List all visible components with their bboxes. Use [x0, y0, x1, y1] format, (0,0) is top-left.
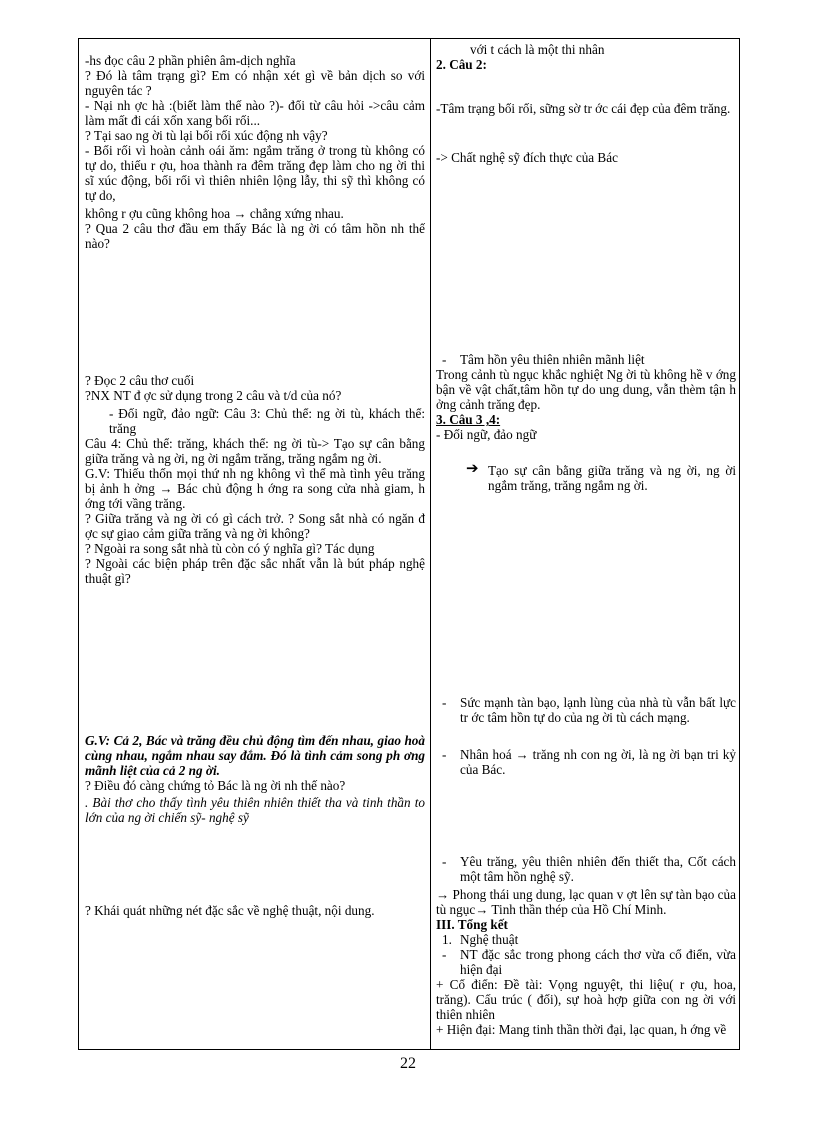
left-text: ? Ngoài ra song sắt nhà tù còn có ý nghĩa gì? Tác dụng: [85, 541, 375, 556]
left-text: ? Đọc 2 câu thơ cuối: [85, 373, 195, 388]
right-text: Tạo sự cân bằng giữa trăng và ng ời, ng ời ngắm trăng, trăng ngắm ng ời.: [488, 463, 736, 493]
right-text: -Tâm trạng bối rối, sững sờ tr ớc cái đẹp của đêm trăng.: [436, 101, 731, 116]
right-text: - Tâm hồn yêu thiên nhiên mãnh liệt: [436, 352, 736, 367]
left-column: [85, 39, 425, 1049]
right-block-6: [436, 695, 736, 725]
right-text: Trong cảnh tù ngục khắc nghiệt Ng ời tù không hề v ớng bận về vật chất,tâm hồn tự do ung dung, vẫn thèm tận h ởng cảnh trăng đẹp.: [436, 367, 736, 412]
left-text: ? Điều đó càng chứng tỏ Bác là ng ời nh thế nào?: [85, 778, 346, 793]
right-text: - Sức mạnh tàn bạo, lạnh lùng của nhà tù vẫn bất lực tr ớc tâm hồn tự do của ng ời tù cách mạng.: [436, 695, 736, 725]
arrow-icon: ➔: [466, 461, 479, 477]
left-text: - Nại nh ợc hà :(biết làm thế nào ?)- đối từ câu hỏi ->câu cảm làm mất đi cái xốn xang bối rối...: [85, 98, 425, 128]
right-block-1: [436, 42, 736, 72]
left-text: ? Đó là tâm trạng gì? Em có nhận xét gì về bản dịch so với nguyên tác ?: [85, 68, 425, 98]
right-text: + Hiện đại: Mang tinh thần thời đại, lạc quan, h ớng về: [436, 1022, 727, 1037]
left-text: G.V: Thiếu thốn mọi thứ nh ng không vì thế mà tình yêu trăng bị ảnh h ởng → Bác chủ động h ớng ra song cửa nhà giam, h ớng tới vầng trăng.: [85, 466, 425, 511]
right-text: với t cách là một thi nhân: [470, 42, 605, 57]
section-heading: 2. Câu 2:: [436, 57, 487, 72]
left-block-3: [85, 733, 425, 825]
left-text: ?NX NT đ ợc sử dụng trong 2 câu và t/d của nó?: [85, 388, 342, 403]
right-column: [436, 39, 736, 1049]
right-text: - Nhân hoá → trăng nh con ng ời, là ng ời bạn tri kỷ của Bác.: [436, 747, 736, 777]
left-text: ? Khái quát những nét đặc sắc về nghệ thuật, nội dung.: [85, 903, 375, 918]
right-text: - NT đặc sắc trong phong cách thơ vừa cổ điển, vừa hiện đại: [436, 947, 736, 977]
arrow-item: [436, 463, 736, 493]
left-block-1: [85, 53, 425, 251]
item-number: 1.: [442, 932, 452, 947]
right-text: + Cổ điển: Đề tài: Vọng nguyệt, thi liệu( r ợu, hoa, trăng). Cấu trúc ( đối), sự hoà hợp giữa con ng ời với thiên nhiên: [436, 977, 736, 1022]
left-text: - Đối ngữ, đảo ngữ: Câu 3: Chủ thể: ng ời tù, khách thể: trăng: [109, 406, 425, 436]
left-italic-text: . Bài thơ cho thấy tình yêu thiên nhiên thiết tha và tinh thần to lớn của ng ời chiến sỹ- nghệ sỹ: [85, 795, 425, 825]
left-block-4: [85, 903, 425, 918]
teacher-note: G.V: Cả 2, Bác và trăng đều chủ động tìm đến nhau, giao hoà cùng nhau, ngắm nhau say đắm. Đó là tình cảm song ph ơng mãnh liệt của cả 2 ng ời.: [85, 733, 425, 778]
lesson-table: [78, 38, 740, 1050]
section-heading: III. Tổng kết: [436, 917, 508, 932]
section-heading: 3. Câu 3 ,4:: [436, 412, 501, 427]
left-text: ? Ngoài các biện pháp trên đặc sắc nhất vẫn là bút pháp nghệ thuật gì?: [85, 556, 425, 586]
left-text: -hs đọc câu 2 phần phiên âm-dịch nghĩa: [85, 53, 296, 68]
numbered-item: [436, 932, 736, 947]
right-block-3: [436, 150, 736, 165]
left-text: - Bối rối vì hoàn cảnh oái ăm: ngắm trăng ở trong tù không có tự do, thiếu r ợu, hoa thành ra đêm trăng đẹp làm cho ng ời thi sĩ xúc động, bối rối vì thiên nhiên lộng lẫy, thi sỹ thì không có tự do,: [85, 143, 425, 203]
right-block-2: [436, 101, 736, 116]
right-block-7: [436, 747, 736, 777]
page-number: 22: [400, 1055, 416, 1072]
right-text: - Đối ngữ, đảo ngữ: [436, 427, 537, 442]
left-text: ? Tại sao ng ời tù lại bối rối xúc động nh vậy?: [85, 128, 328, 143]
left-text: ? Qua 2 câu thơ đầu em thấy Bác là ng ời có tâm hồn nh thế nào?: [85, 221, 425, 251]
left-block-2: [85, 373, 425, 586]
left-text: Câu 4: Chủ thể: trăng, khách thể: ng ời tù-> Tạo sự cân bằng giữa trăng và ng ời, ng ời ngắm trăng, trăng ngắm ng ời.: [85, 436, 425, 466]
right-block-4: [436, 352, 736, 442]
column-divider: [430, 39, 431, 1049]
left-text: không r ợu cũng không hoa → chẳng xứng nhau.: [85, 206, 344, 221]
right-block-5: [436, 463, 736, 493]
right-text: -> Chất nghệ sỹ đích thực của Bác: [436, 150, 618, 165]
left-text: ? Giữa trăng và ng ời có gì cách trở. ? Song sắt nhà có ngăn đ ợc sự giao cảm giữa trăng và ng ời không?: [85, 511, 425, 541]
right-text: - Yêu trăng, yêu thiên nhiên đến thiết tha, Cốt cách một tâm hồn nghệ sỹ.: [436, 854, 736, 884]
right-text: Nghệ thuật: [460, 932, 519, 947]
right-text: → Phong thái ung dung, lạc quan v ợt lên sự tàn bạo của tù ngục→ Tinh thần thép của Hồ Chí Minh.: [436, 887, 736, 917]
right-block-8: [436, 854, 736, 1037]
